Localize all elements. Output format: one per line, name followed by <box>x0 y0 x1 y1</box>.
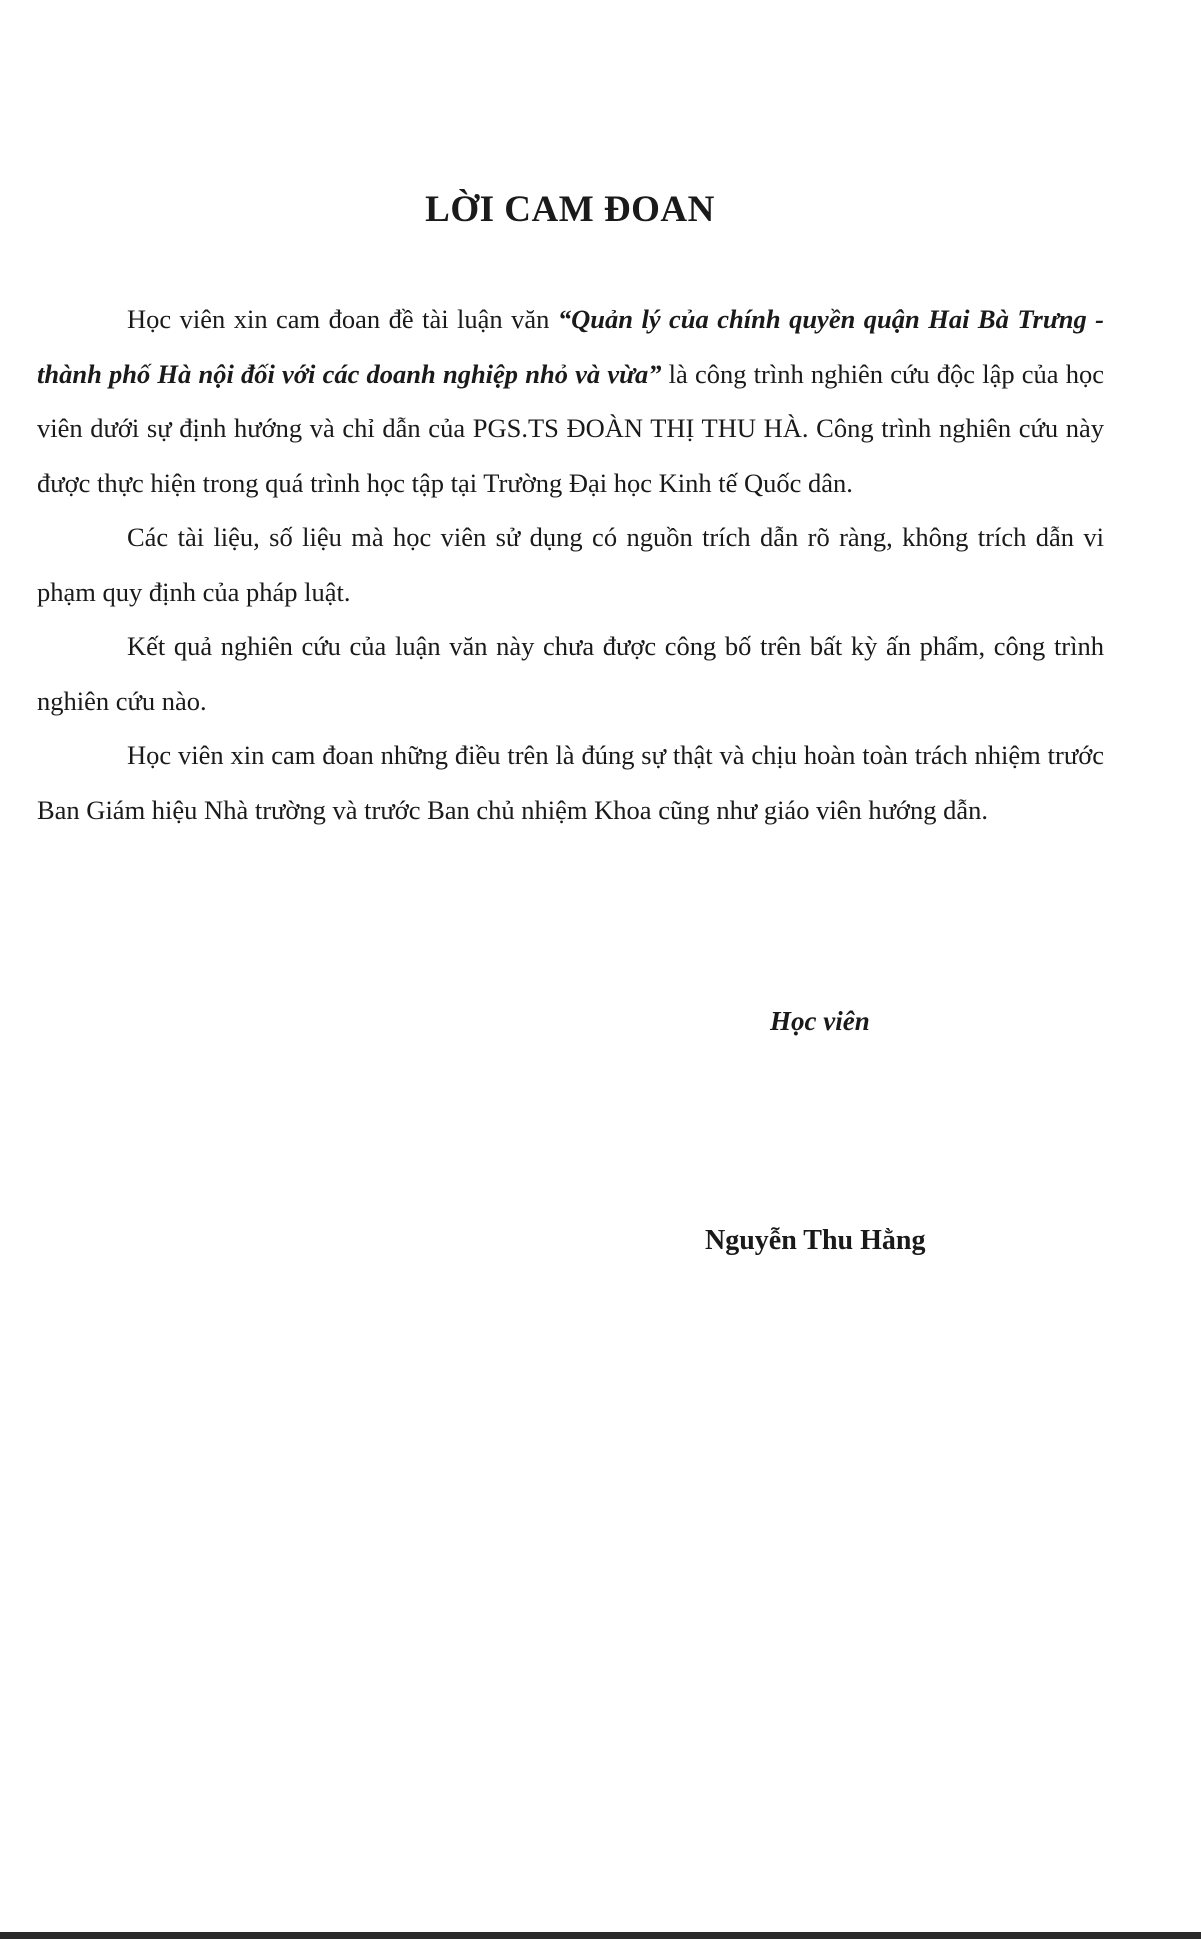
paragraph-responsibility: Học viên xin cam đoan những điều trên là đúng sự thật và chịu hoàn toàn trách nhiệm trước Ban Giám hiệu Nhà trường và trước Ban chủ nhiệm Khoa cũng như giáo viên hướng dẫn. <box>37 740 1104 825</box>
thesis-title: “Quản lý của chính quyền quận Hai Bà Trưng - thành phố Hà nội đối với các doanh nghiệp nhỏ và vừa” <box>37 304 1104 389</box>
signature-name: Nguyễn Thu Hằng <box>705 1225 926 1256</box>
paragraph-thesis-statement <box>37 292 1104 510</box>
paragraph-1-rest: là công trình nghiên cứu độc lập của học viên dưới sự định hướng và chỉ dẫn của PGS.TS ĐOÀN THỊ THU HÀ. Công trình nghiên cứu này được thực hiện trong quá trình học tập tại Trường Đại học Kinh tế Quốc dân. <box>37 358 1104 498</box>
signature-role: Học viên <box>770 1006 870 1036</box>
paragraph-sources: Các tài liệu, số liệu mà học viên sử dụng có nguồn trích dẫn rõ ràng, không trích dẫn vi phạm quy định của pháp luật. <box>37 522 1104 607</box>
paragraph-1-intro: Học viên xin cam đoan đề tài luận văn <box>127 304 558 334</box>
document-title: LỜI CAM ĐOAN <box>425 189 715 230</box>
declaration-body <box>37 292 1104 837</box>
paragraph-unpublished: Kết quả nghiên cứu của luận văn này chưa được công bố trên bất kỳ ấn phẩm, công trình nghiên cứu nào. <box>37 631 1104 716</box>
scan-bottom-edge <box>0 1932 1201 1939</box>
